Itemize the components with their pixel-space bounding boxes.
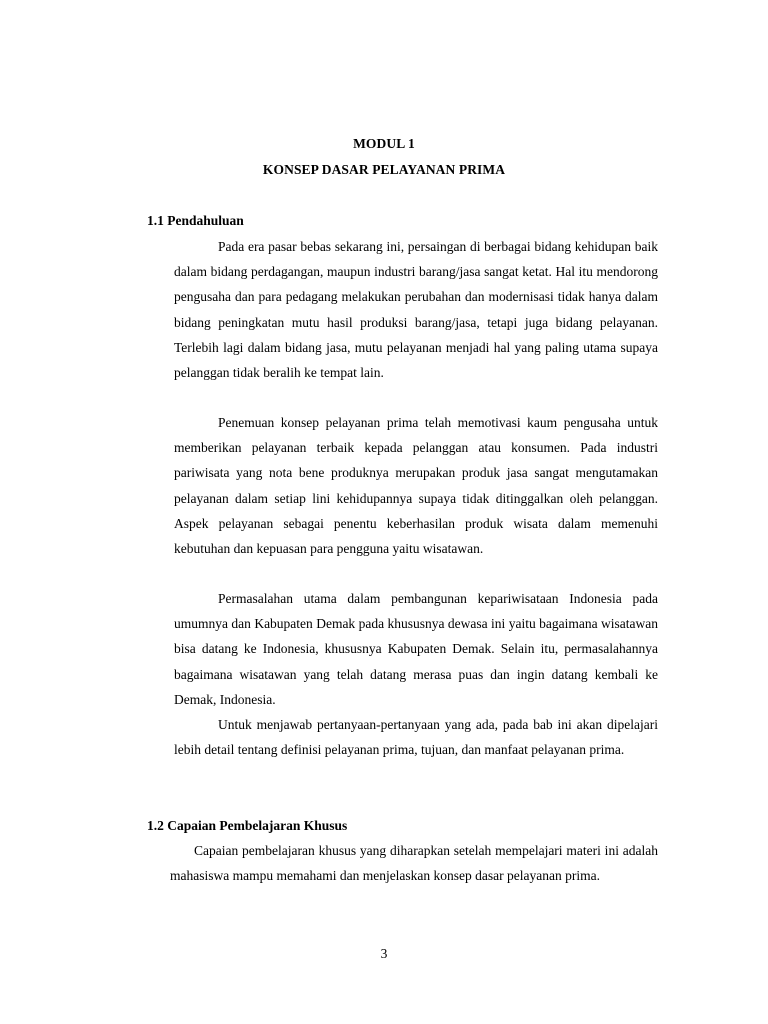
module-label: MODUL 1 xyxy=(353,136,415,151)
module-title: KONSEP DASAR PELAYANAN PRIMA xyxy=(262,162,506,177)
paragraph: Pada era pasar bebas sekarang ini, persaingan di berbagai bidang kehidupan baik dalam bidang perdagangan, maupun industri barang/jasa sangat ketat. Hal itu mendorong pengusaha dan para pedagang melakukan perubahan dan modernisasi tidak hanya dalam bidang peningkatan mutu hasil produksi barang/jasa, tetapi juga bidang pelayanan. Terlebih lagi dalam bidang jasa, mutu pelayanan menjadi hal yang paling utama supaya pelanggan tidak beralih ke tempat lain. xyxy=(174,239,658,381)
page-number: 3 xyxy=(380,946,388,961)
paragraph: Penemuan konsep pelayanan prima telah memotivasi kaum pengusaha untuk memberikan pelayanan terbaik kepada pelanggan atau konsumen. Pada industri pariwisata yang nota bene produknya merupakan produk jasa sangat mengutamakan pelayanan dalam setiap lini kehidupannya supaya tidak ditinggalkan oleh pelanggan. Aspek pelayanan sebagai penentu keberhasilan produk wisata dalam memenuhi kebutuhan dan kepuasan para pengguna yaitu wisatawan. xyxy=(174,415,658,557)
section-heading-pendahuluan: 1.1 Pendahuluan xyxy=(147,213,244,228)
paragraph: Untuk menjawab pertanyaan-pertanyaan yang ada, pada bab ini akan dipelajari lebih detail tentang definisi pelayanan prima, tujuan, dan manfaat pelayanan prima. xyxy=(174,717,658,758)
paragraph: Permasalahan utama dalam pembangunan kepariwisataan Indonesia pada umumnya dan Kabupaten Demak pada khususnya dewasa ini yaitu bagaimana wisatawan bisa datang ke Indonesia, khususnya Kabupaten Demak. Selain itu, permasalahannya bagaimana wisatawan yang telah datang merasa puas dan ingin datang kembali ke Demak, Indonesia. xyxy=(174,591,658,707)
paragraph: Capaian pembelajaran khusus yang diharapkan setelah mempelajari materi ini adalah mahasiswa mampu memahami dan menjelaskan konsep dasar pelayanan prima. xyxy=(170,843,658,884)
section-heading-capaian: 1.2 Capaian Pembelajaran Khusus xyxy=(147,818,348,833)
